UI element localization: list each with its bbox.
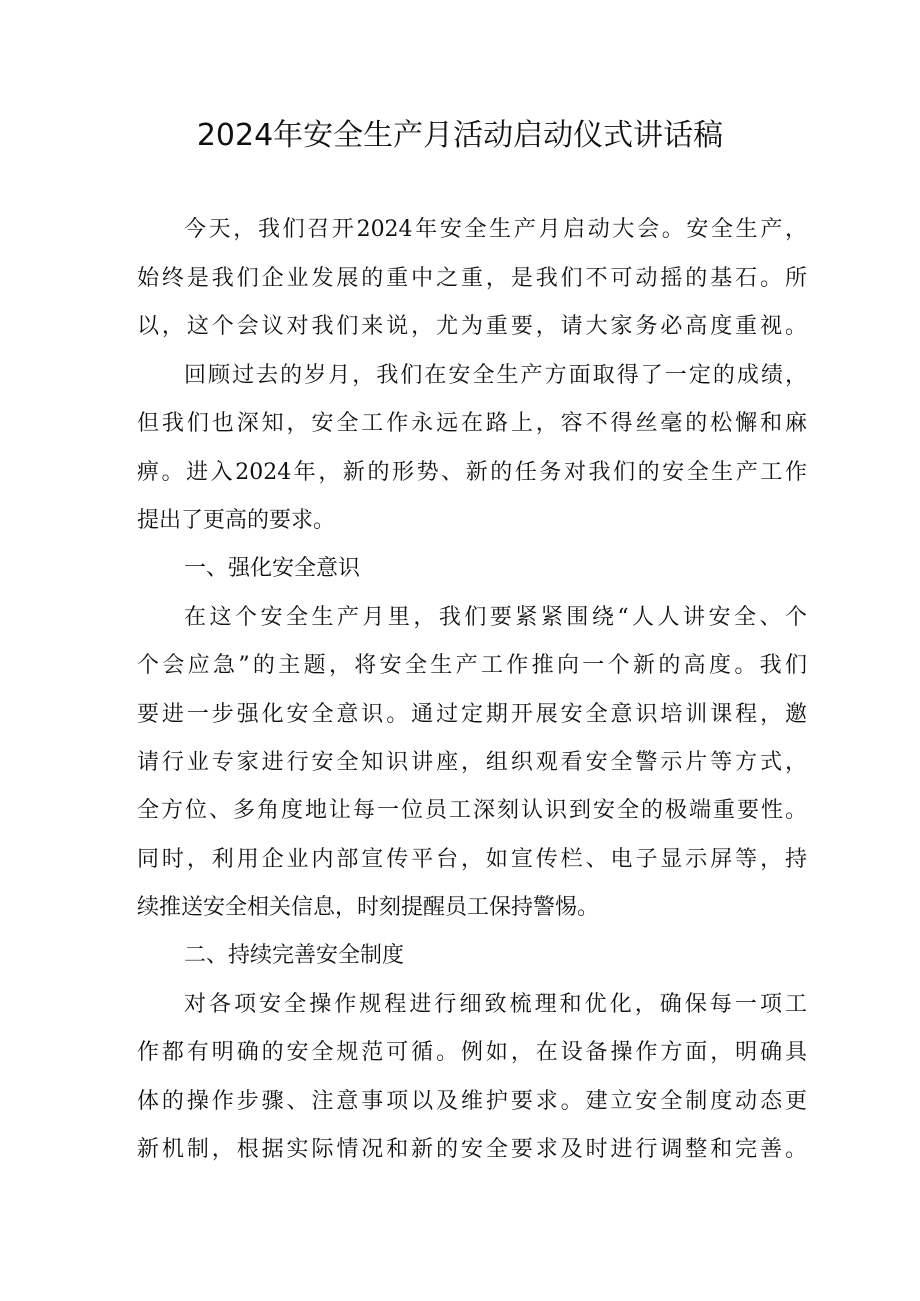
section-heading-1: 一、强化安全意识: [184, 556, 361, 581]
paragraph-2-line-1: 回顾过去的岁月，我们在安全生产方面取得了一定的成绩，: [184, 363, 807, 388]
paragraph-4-line-2: 作都有明确的安全规范可循。例如，在设备操作方面，明确具: [137, 1040, 807, 1065]
paragraph-3-line-4: 请行业专家进行安全知识讲座，组织观看安全警示片等方式，: [137, 750, 807, 775]
paragraph-1-line-2: 始终是我们企业发展的重中之重，是我们不可动摇的基石。所: [137, 266, 807, 291]
paragraph-3-line-3: 要进一步强化安全意识。通过定期开展安全意识培训课程，邀: [137, 702, 807, 727]
paragraph-2-line-3: 痹。进入2024年，新的形势、新的任务对我们的安全生产工作: [137, 460, 807, 485]
paragraph-3-line-5: 全方位、多角度地让每一位员工深刻认识到安全的极端重要性。: [137, 798, 807, 823]
paragraph-3-line-1: 在这个安全生产月里，我们要紧紧围绕“人人讲安全、个: [184, 605, 807, 630]
paragraph-3-line-2: 个会应急”的主题，将安全生产工作推向一个新的高度。我们: [137, 653, 807, 678]
document-title: 2024年安全生产月活动启动仪式讲话稿: [196, 118, 724, 153]
paragraph-4-line-1: 对各项安全操作规程进行细致梳理和优化，确保每一项工: [184, 992, 807, 1017]
paragraph-1-line-3: 以，这个会议对我们来说，尤为重要，请大家务必高度重视。: [137, 314, 807, 339]
paragraph-4-line-3: 体的操作步骤、注意事项以及维护要求。建立安全制度动态更: [137, 1089, 807, 1114]
paragraph-2-line-4: 提出了更高的要求。: [137, 508, 336, 533]
paragraph-1-line-1: 今天，我们召开2024年安全生产月启动大会。安全生产，: [184, 217, 807, 242]
paragraph-4-line-4: 新机制，根据实际情况和新的安全要求及时进行调整和完善。: [137, 1137, 807, 1162]
paragraph-2-line-2: 但我们也深知，安全工作永远在路上，容不得丝毫的松懈和麻: [137, 411, 807, 436]
paragraph-3-line-6: 同时，利用企业内部宣传平台，如宣传栏、电子显示屏等，持: [137, 847, 807, 872]
section-heading-2: 二、持续完善安全制度: [184, 943, 405, 968]
paragraph-3-line-7: 续推送安全相关信息，时刻提醒员工保持警惕。: [137, 895, 600, 920]
